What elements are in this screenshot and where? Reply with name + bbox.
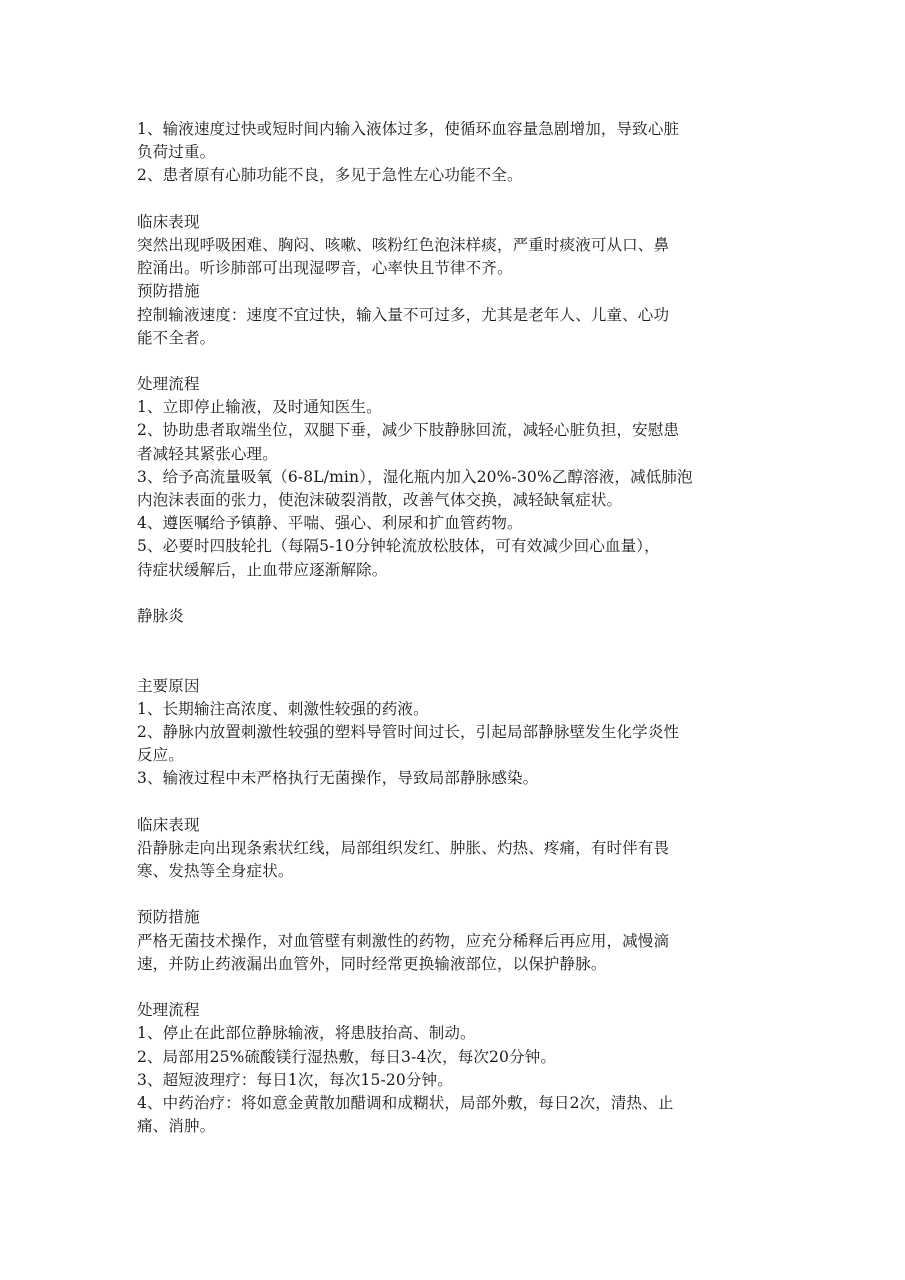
text-line: 2、静脉内放置刺激性较强的塑料导管时间过长，引起局部静脉壁发生化学炎性 [137,722,680,741]
section-heading: 处理流程 [137,1001,200,1020]
section-heading: 预防措施 [137,282,200,301]
text-line: 3、给予高流量吸氧（6-8L/min），湿化瓶内加入20%-30%乙醇溶液，减低肺泡 [137,467,693,486]
section-heading: 主要原因 [137,676,200,695]
text-line: 突然出现呼吸困难、胸闷、咳嗽、咳粉红色泡沫样痰，严重时痰液可从口、鼻 [137,235,670,254]
text-line: 内泡沫表面的张力，使泡沫破裂消散，改善气体交换，减轻缺氧症状。 [137,491,623,509]
text-line: 1、输液速度过快或短时间内输入液体过多，使循环血容量急剧增加，导致心脏 [137,120,680,138]
section-treatment-phlebitis [137,999,777,1138]
spacer [137,790,777,813]
text-line: 2、协助患者取端坐位，双腿下垂，减少下肢静脉回流，减轻心脏负担，安慰患 [137,421,680,440]
text-line: 待症状缓解后，止血带应逐渐解除。 [137,560,388,579]
text-line: 4、中药治疗：将如意金黄散加醋调和成糊状，局部外敷，每日2次，清热、止 [137,1093,674,1112]
section-causes-phlebitis [137,675,777,791]
text-line: 者减轻其紧张心理。 [137,444,278,463]
spacer [137,628,777,674]
section-causes-heart [137,118,777,188]
spacer [137,883,777,906]
text-line: 寒、发热等全身症状。 [137,862,294,881]
document-page [137,118,777,1138]
section-heading: 临床表现 [137,815,200,834]
spacer [137,188,777,211]
text-line: 负荷过重。 [137,143,216,162]
text-line: 腔涌出。听诊肺部可出现湿啰音，心率快且节律不齐。 [137,259,513,278]
section-heading: 处理流程 [137,375,200,394]
section-clinical-heart [137,211,777,281]
section-clinical-phlebitis [137,814,777,884]
text-line: 2、局部用25%硫酸镁行湿热敷，每日3-4次，每次20分钟。 [137,1047,556,1066]
text-line: 1、长期输注高浓度、刺激性较强的药液。 [137,699,429,718]
section-heading: 预防措施 [137,908,200,927]
text-line: 1、立即停止输液，及时通知医生。 [137,398,382,417]
text-line: 速，并防止药液漏出血管外，同时经常更换输液部位，以保护静脉。 [137,954,607,973]
section-prevention-heart [137,280,777,350]
text-line: 5、必要时四肢轮扎（每隔5-10分钟轮流放松肢体，可有效减少回心血量）， [137,537,660,556]
spacer [137,350,777,373]
text-line: 4、遵医嘱给予镇静、平喘、强心、利尿和扩血管药物。 [137,514,523,533]
text-line: 控制输液速度：速度不宜过快，输入量不可过多，尤其是老年人、儿童、心功 [137,305,670,324]
text-line: 严格无菌技术操作，对血管壁有刺激性的药物，应充分稀释后再应用，减慢滴 [137,931,670,950]
section-prevention-phlebitis [137,906,777,976]
text-line: 3、超短波理疗：每日1次，每次15-20分钟。 [137,1070,453,1089]
text-line: 痛、消肿。 [137,1117,216,1136]
text-line: 能不全者。 [137,328,216,347]
section-treatment-heart [137,373,777,582]
text-line: 1、停止在此部位静脉输液，将患肢抬高、制动。 [137,1024,476,1043]
text-line: 2、患者原有心肺功能不良，多见于急性左心功能不全。 [137,166,523,185]
section-heading: 临床表现 [137,212,200,231]
spacer [137,976,777,999]
topic-title: 静脉炎 [137,606,184,625]
text-line: 3、输液过程中未严格执行无菌操作，导致局部静脉感染。 [137,769,539,788]
text-line: 沿静脉走向出现条索状红线，局部组织发红、肿胀、灼热、疼痛，有时伴有畏 [137,838,670,857]
spacer [137,582,777,605]
text-line: 反应。 [137,746,184,765]
